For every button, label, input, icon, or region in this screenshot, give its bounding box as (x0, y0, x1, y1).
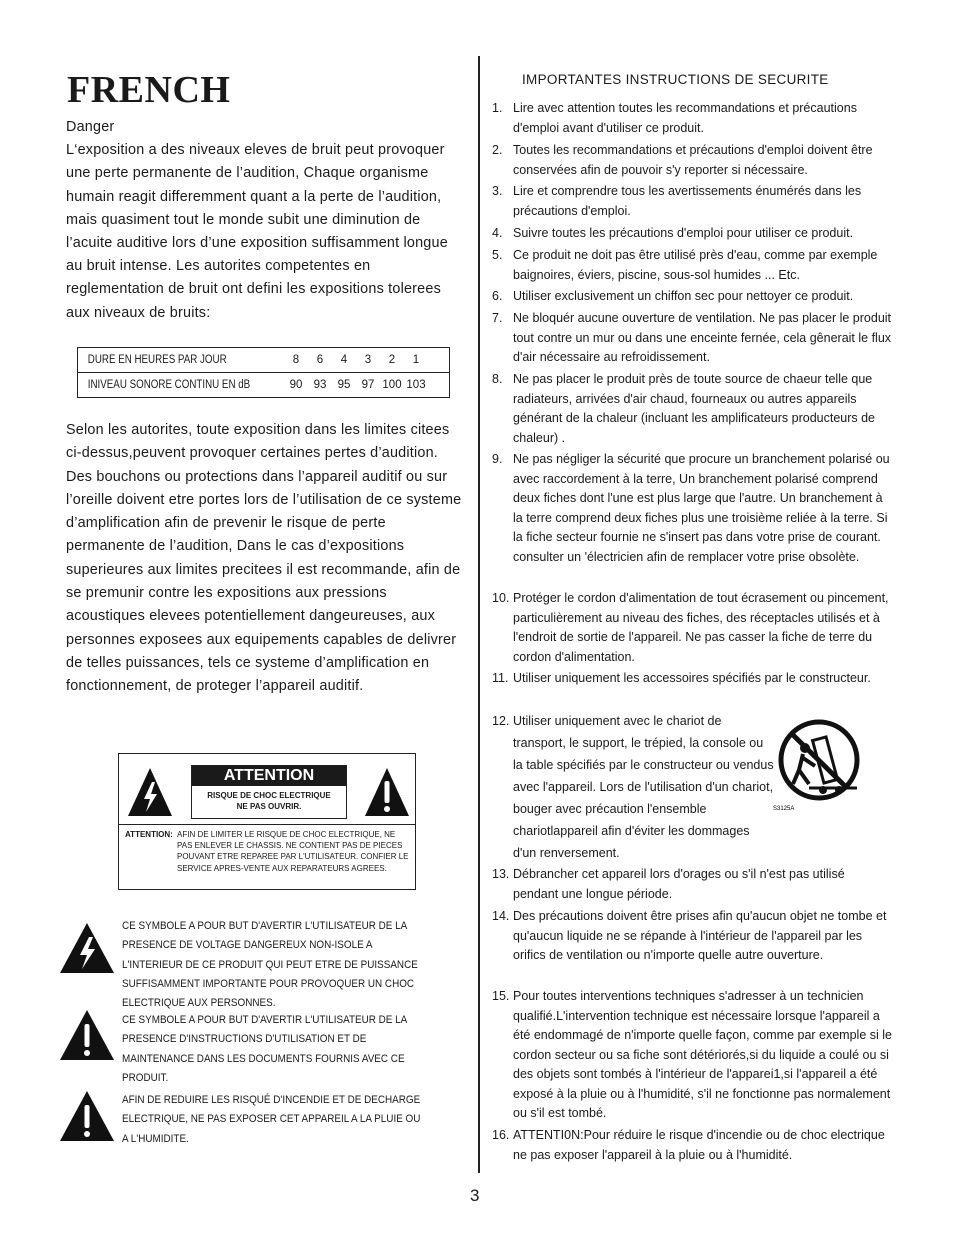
attention-text: AFIN DE LIMITER LE RISQUE DE CHOC ELECTRIQUE, NE PAS ENLEVER LE CHASSIS. NE CONTIENT PAS DE PIECES POUVANT ETRE REPAREE PAR L'UTILISATEUR. CONFIER LE SERVICE APRES-VENTE AUX REPARATEURS AGREES. (177, 830, 409, 873)
list-item (492, 450, 892, 567)
level-cell: 97 (356, 373, 380, 398)
danger-intro (66, 116, 466, 325)
attention-label: ATTENTION: (125, 830, 173, 839)
shock-risk-text: RISQUE DE CHOC ELECTRIQUE (207, 791, 331, 800)
exclamation-warning-icon (59, 1090, 115, 1142)
cart-icon-code: S3125A (773, 806, 795, 812)
duration-cell: 1 (412, 354, 420, 366)
danger-text: L‘exposition a des niveaux eleves de bruit peut provoquer une perte permanente de l’audition, Chaque organisme humain reagit differemment quant a la perte de l’audition, mais quasiment tout le monde subit une diminution de l’acuite auditive lors d’une exposition suffisamment longue au bruit intense. Les autorites competentes en reglementation de bruit ont defini les expositions tolerees aux niveaux de bruits: (66, 142, 448, 321)
item-number: 7. (492, 311, 503, 325)
item-number: 5. (492, 248, 503, 262)
item-text: Lire avec attention toutes les recommandations et précautions d'emploi avant d'utiliser ce produit. (513, 101, 857, 135)
item-number: 1. (492, 101, 503, 115)
item-number: 12. (492, 714, 510, 728)
item-text: Utiliser uniquement les accessoires spécifiés par le constructeur. (513, 671, 871, 685)
duration-cell: 2 (388, 354, 396, 366)
danger-label: Danger (66, 119, 115, 135)
list-item (492, 987, 892, 1124)
item-text: Des précautions doivent être prises afin qu'aucun objet ne tombe et qu'aucun liquide ne se répande à l'intérieur de l'appareil par les orifics de ventilation ou n'importe quelle autre ouverture. (513, 909, 887, 962)
noise-exposure-table (77, 347, 450, 398)
protection-text: Selon les autorites, toute exposition dans les limites citees ci-dessus,peuvent provoquer certaines pertes d’audition. Des bouchons ou protections dans l’appareil auditif ou sur l’oreille doivent etre portes lors de l’utilisation de ce systeme d’amplification afin de prevenir le risque de perte permanente de l’audition, Dans le cas d’expositions superieures aux limites precitees il est recommande, afin de se premunir contre les expositions aux pressions acoustiques elevees potentiellement dangeureuses, aux personnes exposees aux equipements capables de delivrer de telles puissances, tels ce systeme d’amplification en fonctionnement, de proteger l’appareil auditif. (66, 422, 462, 695)
item-number: 14. (492, 909, 510, 923)
symbol-description: CE SYMBOLE A POUR BUT D'AVERTIR L'UTILISATEUR DE LA PRESENCE D'INSTRUCTIONS D'UTILISATION ET DE MAINTENANCE DANS LES DOCUMENTS FOURNIS AVEC CE PRODUIT. (122, 1014, 407, 1084)
list-item (492, 865, 892, 904)
page-title: FRENCH (67, 69, 231, 111)
exclamation-warning-icon (363, 766, 411, 818)
attention-box (118, 753, 416, 890)
duration-label: DURE EN HEURES PAR JOUR (87, 354, 227, 366)
attention-heading: ATTENTION (192, 766, 346, 786)
item-number: 13. (492, 867, 510, 881)
list-item (492, 99, 892, 138)
item-text: Utiliser uniquement avec le chariot de transport, le support, le trépied, la console ou la table spécifiés par le constructeur ou vendus avec l'appareil. Lors de l'utilisation d'un chariot, bouger avec précaution l'ensemble chariotlappareil afin d'éviter les dommages d'un renversement. (513, 714, 774, 860)
item-text: Ne bloquér aucune ouverture de ventilation. Ne pas placer le produit tout contre un mur ou dans une enceinte fernée, cela gênerait le flux d'air nécessaire au refroidissement. (513, 311, 892, 364)
item-text: Pour toutes interventions techniques s'adresser à un technicien qualifié.L'intervention technique est nécessaire lorsque l'appareil a été endommagé de n'importe quelle façon, comme par exemple si le cordon secteur ou sa fiche sont détériorés,si du liquide a coulé ou si des objets sont tombés à l'intérieur de l'apparei1,si l'appareil a été exposé à la pluie ou à l'humidité, s'il ne fonctionne pas normalement ou s'il est tombé. (513, 989, 892, 1120)
item-text: Ce produit ne doit pas être utilisé près d'eau, comme par exemple baignoires, éviers, piscine, sous-sol humides ... Etc. (513, 248, 878, 282)
item-number: 10. (492, 591, 510, 605)
item-number: 8. (492, 372, 503, 386)
list-item (492, 370, 892, 448)
item-text: Débrancher cet appareil lors d'orages ou s'il n'est pas utilisé pendant une longue période. (513, 867, 845, 901)
symbol-description: CE SYMBOLE A POUR BUT D'AVERTIR L'UTILISATEUR DE LA PRESENCE DE VOLTAGE DANGEREUX NON-ISOLE A L'INTERIEUR DE CE PRODUIT QUI PEUT ETRE DE PUISSANCE SUFFISAMMENT IMPORTANTE POUR PROVOQUER UN CHOC ELECTRIQUE AUX PERSONNES. (122, 920, 418, 1010)
lightning-warning-icon (59, 922, 115, 974)
list-item (492, 309, 892, 368)
list-item (492, 182, 892, 221)
list-item (492, 907, 892, 966)
table-row (78, 373, 450, 398)
level-cell: 93 (308, 373, 332, 398)
item-number: 3. (492, 184, 503, 198)
item-number: 11. (492, 671, 509, 685)
list-item (492, 246, 892, 285)
duration-cell: 8 (292, 354, 300, 366)
list-item (492, 224, 892, 244)
item-number: 15. (492, 989, 510, 1003)
item-text: ATTENTI0N:Pour réduire le risque d'incendie ou de choc electrique ne pas exposer l'appareil à la pluie ou à l'humidité. (513, 1128, 885, 1162)
item-number: 9. (492, 452, 503, 466)
item-text: Ne pas placer le produit près de toute source de chaeur telle que radiateurs, arrivées d'air chaud, fourneaux ou autres appareils générant de la chaleur (incluant les amplificateurs producteurs de chaleur) . (513, 372, 876, 445)
level-label: INIVEAU SONORE CONTINU EN dB (78, 373, 254, 398)
do-not-open-text: NE PAS OUVRIR. (236, 802, 302, 811)
lightning-warning-icon (126, 766, 174, 818)
duration-cell: 4 (340, 354, 348, 366)
level-cell: 95 (332, 373, 356, 398)
symbol-description: AFIN DE REDUIRE LES RISQUÉ D'INCENDIE ET DE DECHARGE ELECTRIQUE, NE PAS EXPOSER CET APPAREIL A LA PLUIE OU A L'HUMIDITE. (122, 1094, 421, 1145)
duration-cell: 6 (316, 354, 324, 366)
table-row (78, 348, 450, 373)
item-text: Lire et comprendre tous les avertissements énumérés dans les précautions d'emploi. (513, 184, 862, 218)
item-number: 2. (492, 143, 503, 157)
list-item (492, 589, 892, 667)
list-item (492, 1126, 892, 1165)
item-number: 4. (492, 226, 503, 240)
item-number: 16. (492, 1128, 510, 1142)
item-number: 6. (492, 289, 503, 303)
item-text: Utiliser exclusivement un chiffon sec pour nettoyer ce produit. (513, 289, 854, 303)
item-text: Ne pas négliger la sécurité que procure un branchement polarisé ou avec raccordement à la terre, Un branchement polarisé comprend deux fiches dont l'une est plus large que l'autre. Un branchement à la terre comprend deux fiches plus une troisième reliée à la terre. Si la fiche secteur fournie ne s'insert pas dans votre prise de courant. consulter un 'électricien afin de remplacer votre prise obsolète. (513, 452, 890, 564)
cart-warning-icon (765, 718, 875, 818)
list-item (492, 287, 892, 307)
item-text: Suivre toutes les précautions d'emploi pour utiliser ce produit. (513, 226, 854, 240)
item-text: Toutes les recommandations et précautions d'emploi doivent être conservées afin de pouvoir s'y reporter si nécessaire. (513, 143, 873, 177)
instructions-title: IMPORTANTES INSTRUCTIONS DE SECURITE (522, 72, 829, 87)
duration-cell: 3 (364, 354, 372, 366)
list-item (492, 141, 892, 180)
level-cell: 100 (380, 373, 404, 398)
item-text: Protéger le cordon d'alimentation de tout écrasement ou pincement, particulièrement au niveau des fiches, des réceptacles utilisés et à l'endroit de sortie de l'appareil. Ne pas casser la fiche de terre du cordon d'alimentation. (513, 591, 889, 664)
page-number: 3 (470, 1186, 480, 1205)
level-cell: 90 (284, 373, 308, 398)
level-cell: 103 (404, 373, 428, 398)
column-divider (478, 56, 480, 1173)
list-item (492, 710, 774, 864)
exclamation-warning-icon (59, 1009, 115, 1061)
list-item (492, 669, 892, 689)
